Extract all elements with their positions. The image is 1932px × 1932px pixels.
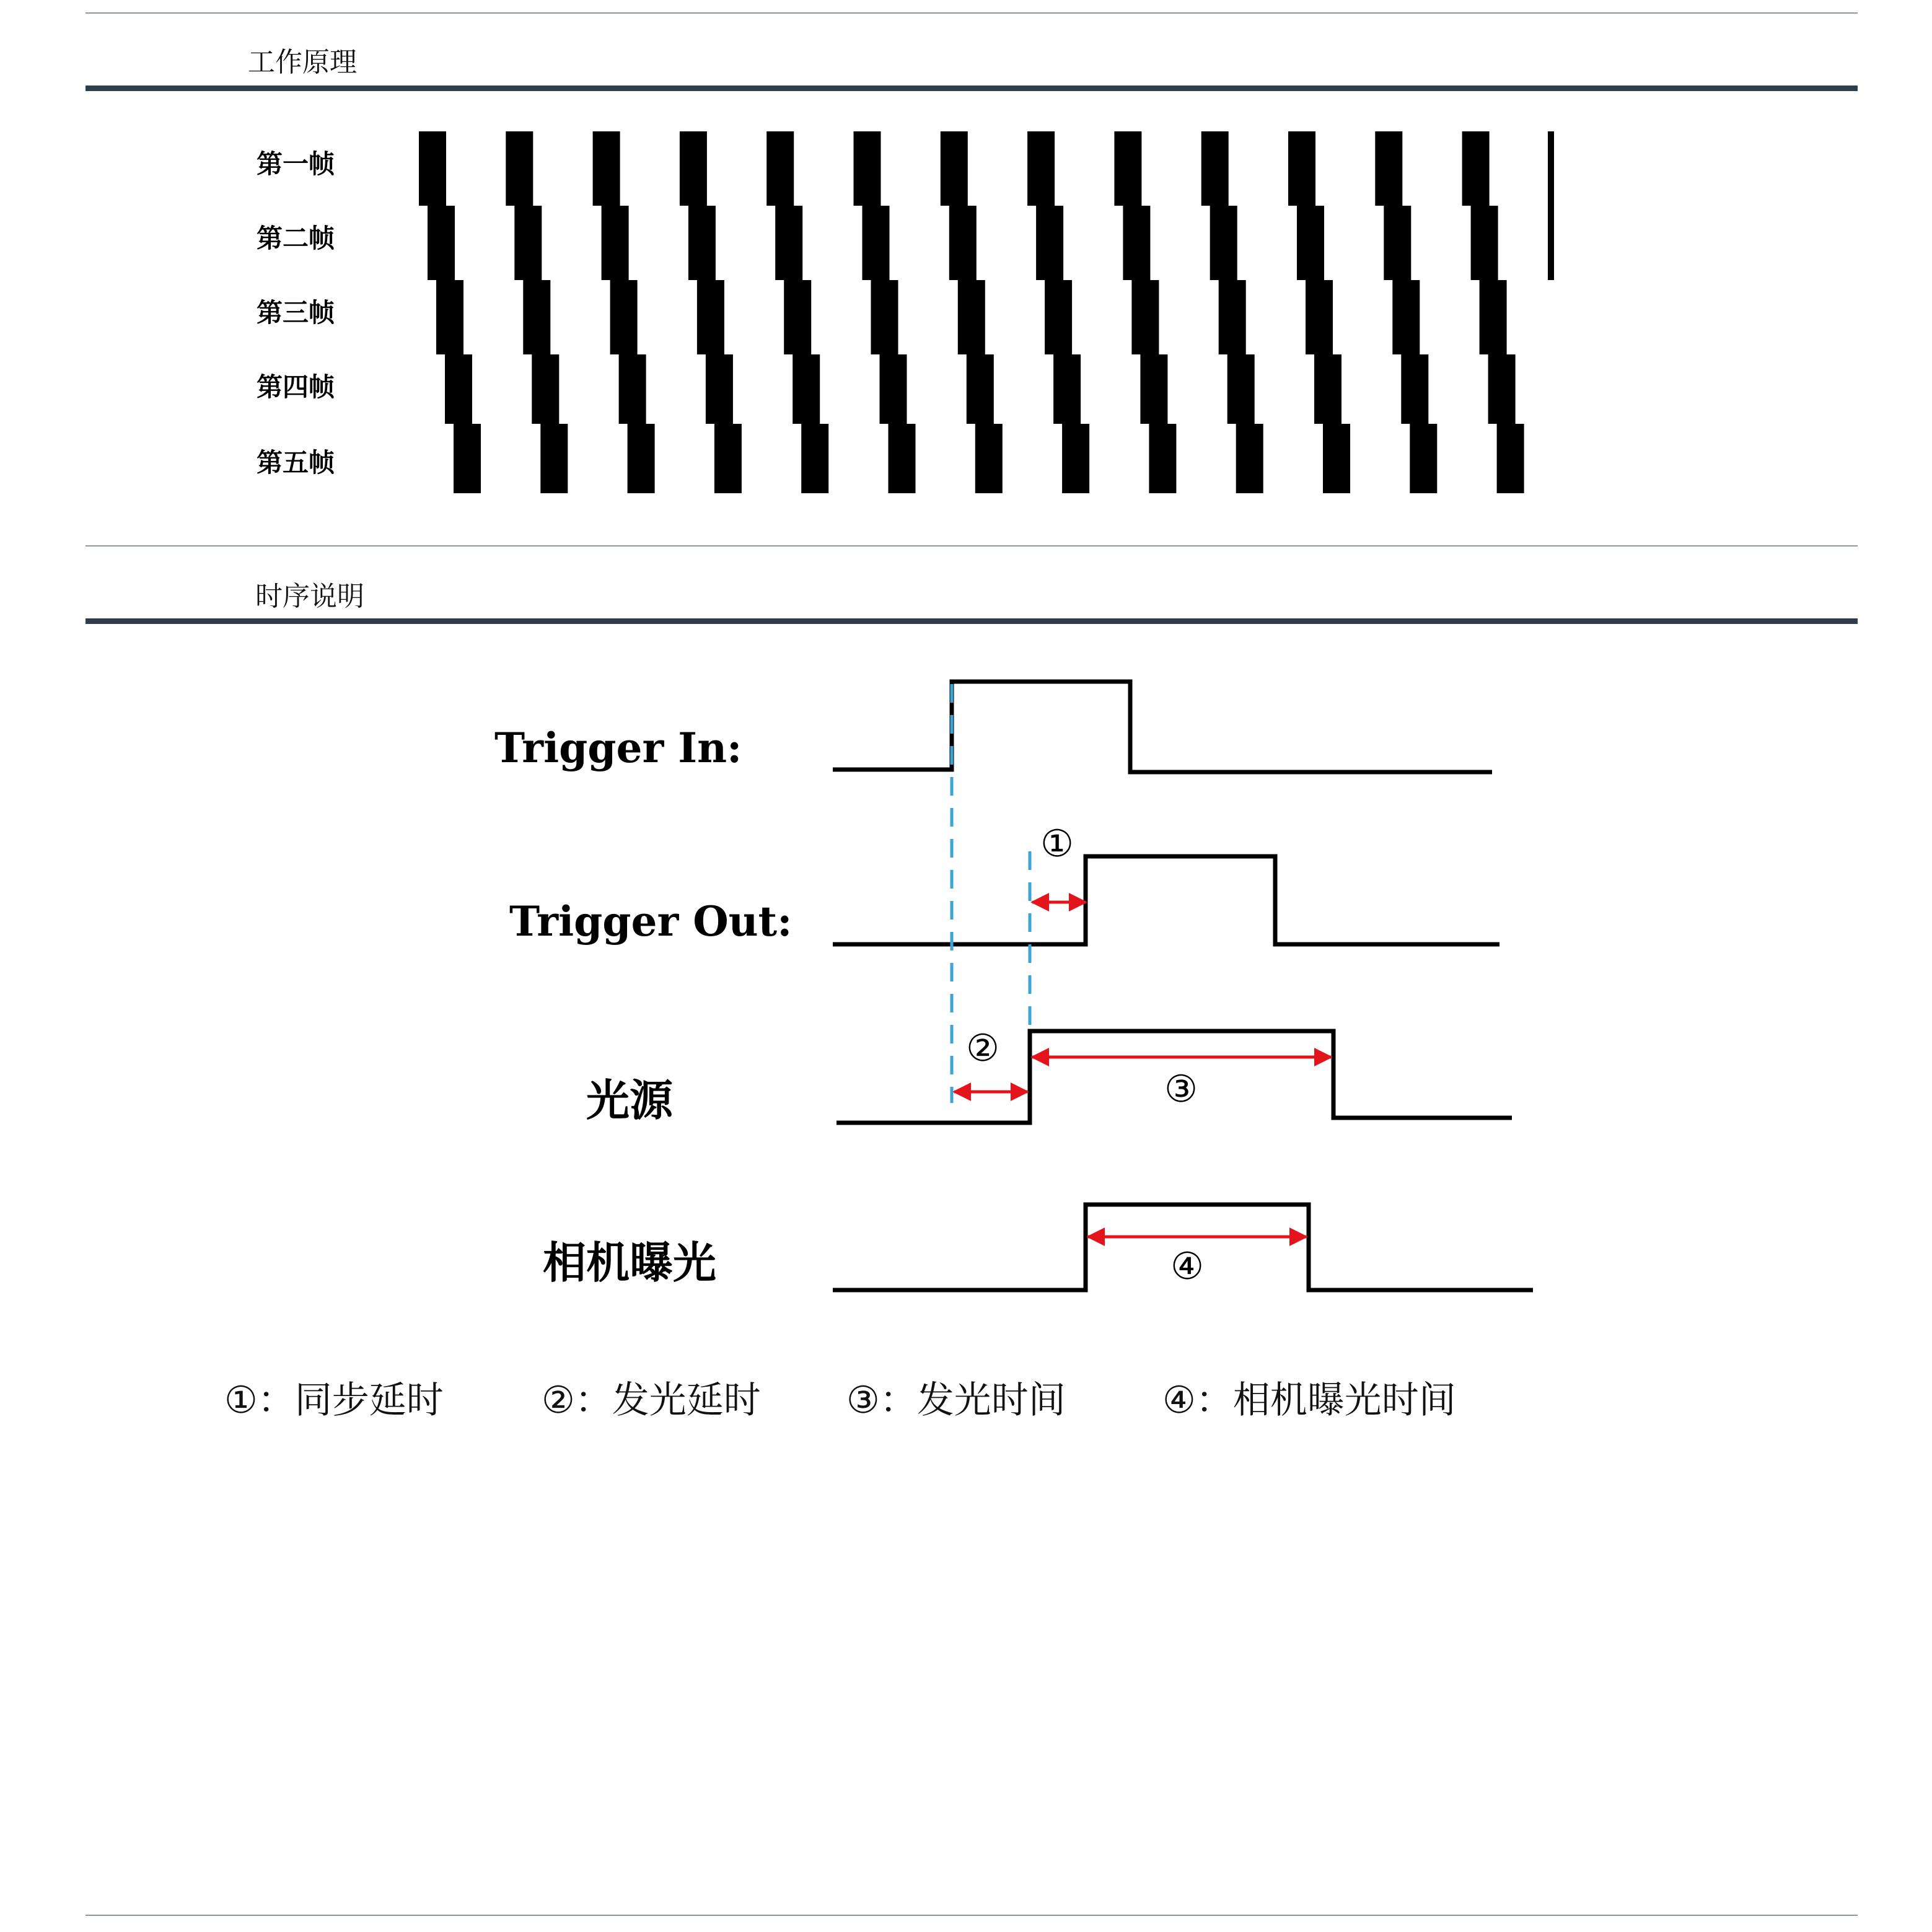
section-title-timing: 时序说明 — [255, 581, 364, 612]
signal-label-trigger-in: Trigger In: — [494, 724, 742, 772]
frame-label-3: 第三帧 — [257, 297, 335, 328]
section-title-principle: 工作原理 — [248, 46, 357, 78]
marker-2: ② — [966, 1027, 999, 1070]
waveform-trigger-in — [833, 682, 1492, 772]
marker-4: ④ — [1170, 1245, 1204, 1288]
frame-label-4: 第四帧 — [257, 372, 335, 402]
signal-label-trigger-out: Trigger Out: — [509, 897, 793, 946]
frame-label-5: 第五帧 — [257, 447, 335, 478]
frame-label-1: 第一帧 — [257, 149, 335, 179]
frame-label-2: 第二帧 — [257, 223, 335, 253]
legend-light-duration: ③：发光时间 — [846, 1379, 1066, 1422]
legend-exposure-time: ④：相机曝光时间 — [1162, 1379, 1456, 1422]
signal-label-light-source: 光源 — [586, 1075, 673, 1126]
legend-sync-delay: ①：同步延时 — [224, 1379, 444, 1422]
marker-1: ① — [1040, 822, 1074, 866]
marker-3: ③ — [1164, 1068, 1198, 1111]
legend-light-delay: ②：发光延时 — [542, 1379, 761, 1422]
bottom-divider — [86, 1915, 1858, 1916]
signal-label-camera-exposure: 相机曝光 — [543, 1237, 716, 1288]
waveform-trigger-out — [833, 856, 1499, 944]
